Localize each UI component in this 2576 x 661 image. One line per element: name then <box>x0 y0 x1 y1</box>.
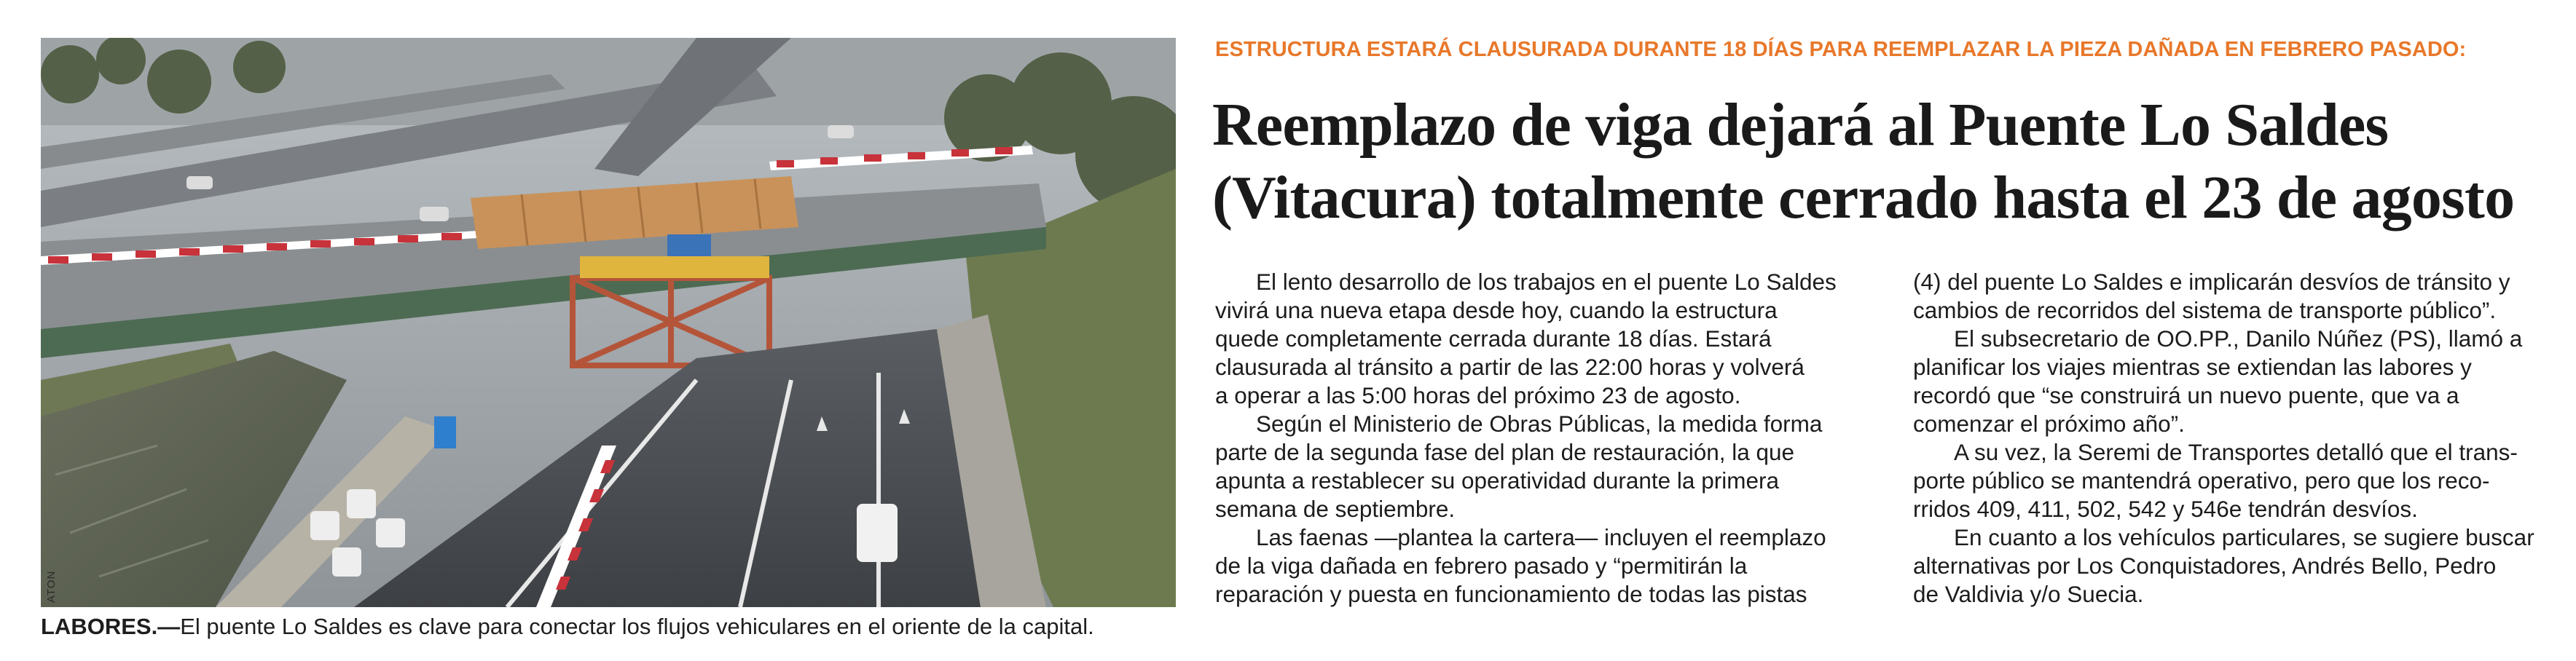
body-line: alternativas por Los Conquistadores, Andrés Bello, Pedro <box>1913 553 2497 579</box>
body-line: A su vez, la Seremi de Transportes detalló que el trans- <box>1954 439 2518 465</box>
body-line: El subsecretario de OO.PP., Danilo Núñez (PS), llamó a <box>1954 325 2523 352</box>
body-line: a operar a las 5:00 horas del próximo 23 de agosto. <box>1215 382 1741 408</box>
portable-toilet <box>434 416 456 448</box>
body-line: parte de la segunda fase del plan de restauración, la que <box>1215 439 1795 465</box>
body-line: reparación y puesta en funcionamiento de todas las pistas <box>1215 581 1807 607</box>
body-line: comenzar el próximo año”. <box>1913 411 2185 437</box>
body-line: Las faenas —plantea la cartera— incluyen el reemplazo <box>1256 524 1826 550</box>
body-line: apunta a restablecer su operatividad durante la primera <box>1215 467 1779 494</box>
photo-caption <box>41 613 1192 641</box>
body-line: vivirá una nueva etapa desde hoy, cuando la estructura <box>1215 297 1778 323</box>
article-headline <box>1212 89 2567 234</box>
bridge-aerial-illustration <box>41 38 1176 607</box>
body-line: cambios de recorridos del sistema de transporte público”. <box>1913 297 2497 323</box>
body-line: clausurada al tránsito a partir de las 22:00 horas y volverá <box>1215 354 1805 380</box>
body-column-left <box>1215 268 1853 609</box>
headline-line-2: (Vitacura) totalmente cerrado hasta el 23 de agosto <box>1212 164 2515 231</box>
white-van <box>857 504 898 562</box>
body-line: rridos 409, 411, 502, 542 y 546e tendrán desvíos. <box>1913 496 2418 522</box>
body-line: porte público se mantendrá operativo, pero que los reco- <box>1913 467 2490 494</box>
body-line: El lento desarrollo de los trabajos en el puente Lo Saldes <box>1256 269 1837 295</box>
body-line: semana de septiembre. <box>1215 496 1456 522</box>
headline-line-1: Reemplazo de viga dejará al Puente Lo Saldes <box>1212 91 2389 159</box>
body-line: de la viga dañada en febrero pasado y “permitirán la <box>1215 553 1748 579</box>
caption-lead: LABORES.— <box>41 614 181 639</box>
photo-credit: ATON <box>45 570 58 603</box>
body-line: (4) del puente Lo Saldes e implicarán desvíos de tránsito y <box>1913 269 2510 295</box>
body-line: Según el Ministerio de Obras Públicas, la medida forma <box>1256 411 1823 437</box>
body-line: quede completamente cerrada durante 18 días. Estará <box>1215 325 1772 352</box>
body-line: En cuanto a los vehículos particulares, se sugiere buscar <box>1954 524 2534 550</box>
caption-text: El puente Lo Saldes es clave para conectar los flujos vehiculares en el oriente de la capital. <box>180 614 1094 639</box>
body-line: de Valdivia y/o Suecia. <box>1913 581 2144 607</box>
article-kicker: ESTRUCTURA ESTARÁ CLAUSURADA DURANTE 18 DÍAS PARA REEMPLAZAR LA PIEZA DAÑADA EN FEBRERO PASADO: <box>1215 38 2467 61</box>
body-line: recordó que “se construirá un nuevo puente, que va a <box>1913 382 2459 408</box>
article-photo <box>41 38 1176 607</box>
body-column-right <box>1913 268 2551 609</box>
body-line: planificar los viajes mientras se extiendan las labores y <box>1913 354 2472 380</box>
